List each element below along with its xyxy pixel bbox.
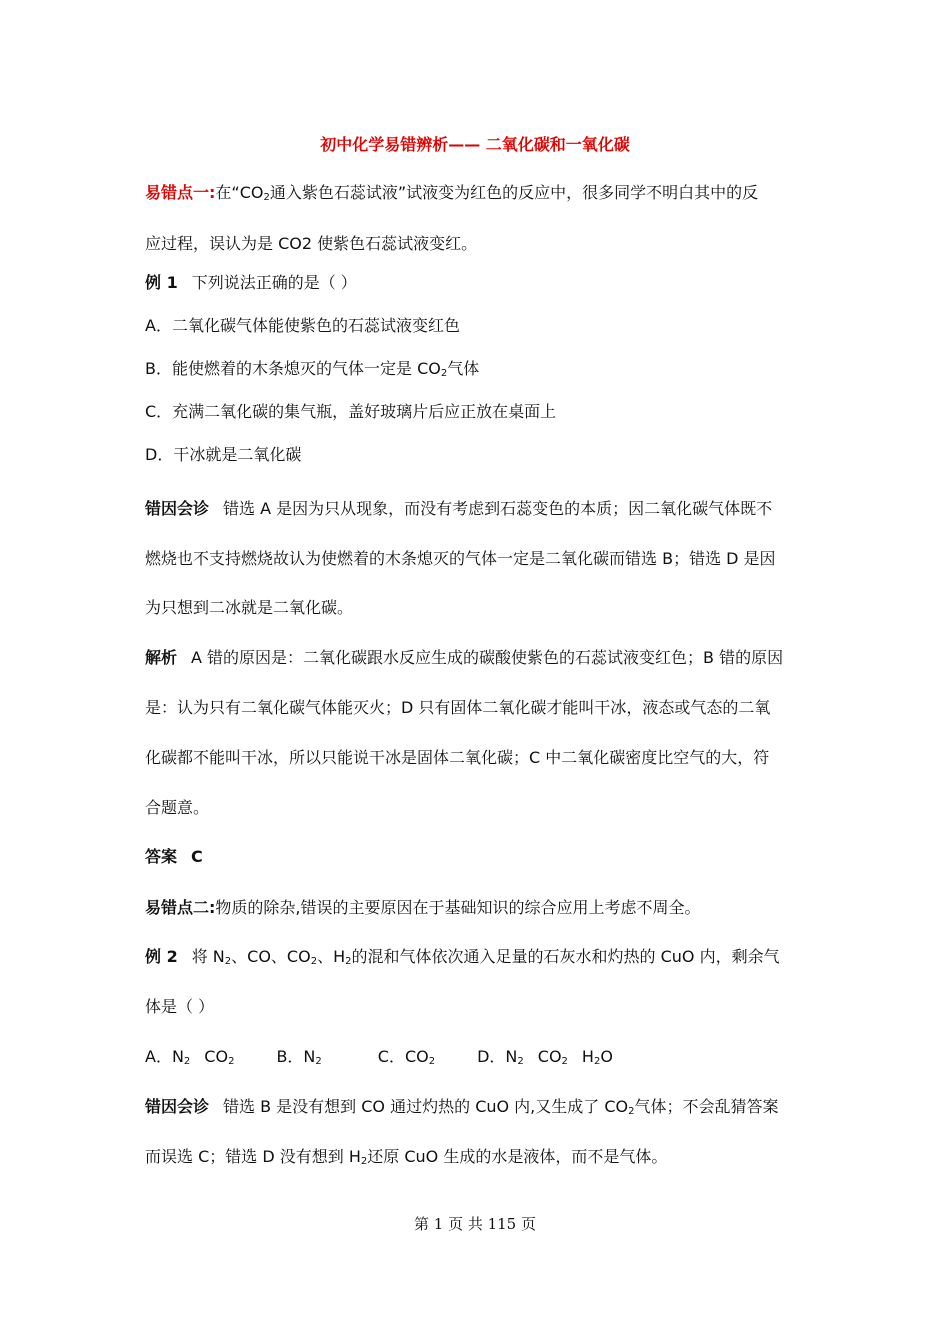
option-d: H [581,1047,594,1066]
subscript: 2 [360,1156,368,1167]
example1-label: 例 1 [145,273,178,292]
example2-question-line2: 体是（ ） [145,997,215,1016]
example2-diagnosis-line2 [145,1145,667,1169]
page-title: 初中化学易错辨析—— 二氧化碳和一氧化碳 [320,135,630,154]
option-d: O [600,1047,613,1066]
example1-diagnosis-line1 [145,497,772,521]
diagnosis-text: 气体；不会乱猜答案 [634,1097,779,1116]
option-a: A．N [145,1047,184,1066]
example2-options [145,1045,613,1069]
example1-analysis-line4: 合题意。 [145,798,210,817]
example1-option-a: A．二氧化碳气体能使紫色的石蕊试液变红色 [145,316,460,335]
diagnosis-text: 错选 A 是因为只从现象，而没有考虑到石蕊变色的本质；因二氧化碳气体既不 [223,499,773,518]
subscript: 2 [440,368,448,379]
example1-option-d: D．干冰就是二氧化碳 [145,445,302,464]
example1-diagnosis-line3: 为只想到二冰就是二氧化碳。 [145,598,354,617]
example2-diagnosis-line1 [145,1095,779,1119]
example1-option-c: C．充满二氧化碳的集气瓶，盖好玻璃片后应正放在桌面上 [145,402,557,421]
analysis-label: 解析 [145,648,178,667]
point1-text-a: 在“CO [215,183,264,202]
answer-label: 答案 [145,847,178,866]
subscript: 2 [517,1056,524,1067]
example1-analysis-line1 [145,646,783,670]
subscript: 2 [228,1056,235,1067]
point2-line [145,896,701,920]
example1-question [145,271,357,295]
option-a: CO [204,1047,229,1066]
point1-text-b: 通入紫色石蕊试液”试液变为红色的反应中，很多同学不明白其中的反 [269,183,759,202]
example1-option-b [145,357,479,381]
example1-diagnosis-line2: 燃烧也不支持燃烧故认为使燃着的木条熄灭的气体一定是二氧化碳而错选 B；错选 D 是因 [145,549,776,568]
example2-label: 例 2 [145,947,178,966]
subscript: 2 [263,192,270,203]
subscript: 2 [428,1056,436,1067]
example1-analysis-line3: 化碳都不能叫干冰，所以只能说干冰是固体二氧化碳；C 中二氧化碳密度比空气的大，符 [145,748,770,767]
option-b: B．N [276,1047,316,1066]
diagnosis-text: 而误选 C；错选 D 没有想到 H [145,1147,361,1166]
subscript: 2 [315,1056,322,1067]
page-footer: 第 1 页 共 115 页 [413,1215,536,1233]
point2-text: 物质的除杂,错误的主要原因在于基础知识的综合应用上考虑不周全。 [215,898,701,917]
diagnosis-label: 错因会诊 [145,499,210,518]
subscript: 2 [628,1106,635,1117]
point1-line2: 应过程，误认为是 CO2 使紫色石蕊试液变红。 [145,234,478,253]
q-text: 的混和气体依次通入足量的石灰水和灼热的 CuO 内，剩余气 [351,947,780,966]
subscript: 2 [593,1056,601,1067]
subscript: 2 [310,956,318,967]
option-d: D．N [477,1047,518,1066]
q-text: 、CO、CO [231,947,311,966]
example1-analysis-line2: 是：认为只有二氧化碳气体能灭火；D 只有固体二氧化碳才能叫干冰，液态或气态的二氧 [145,698,771,717]
subscript: 2 [183,1056,191,1067]
diagnosis-text: 还原 CuO 生成的水是液体，而不是气体。 [367,1147,668,1166]
answer-value: C [191,847,203,866]
point2-label: 易错点二: [145,898,216,917]
option-b-text-a: B．能使燃着的木条熄灭的气体一定是 CO [145,359,441,378]
example1-question-text: 下列说法正确的是（ ） [191,273,357,292]
analysis-text: A 错的原因是：二氧化碳跟水反应生成的碳酸使紫色的石蕊试液变红色；B 错的原因 [191,648,784,667]
example1-answer [145,845,203,869]
subscript: 2 [561,1056,568,1067]
diagnosis-text: 错选 B 是没有想到 CO 通过灼热的 CuO 内,又生成了 CO [223,1097,629,1116]
option-d: CO [537,1047,562,1066]
option-c: C．CO [377,1047,429,1066]
subscript: 2 [224,956,232,967]
point1-line1 [145,181,758,205]
diagnosis-label: 错因会诊 [145,1097,210,1116]
subscript: 2 [345,956,352,967]
option-b-text-b: 气体 [447,359,480,378]
q-text: 将 N [191,947,225,966]
point1-label: 易错点一: [145,183,216,202]
example2-question-line1 [145,945,780,969]
q-text: 、H [317,947,346,966]
